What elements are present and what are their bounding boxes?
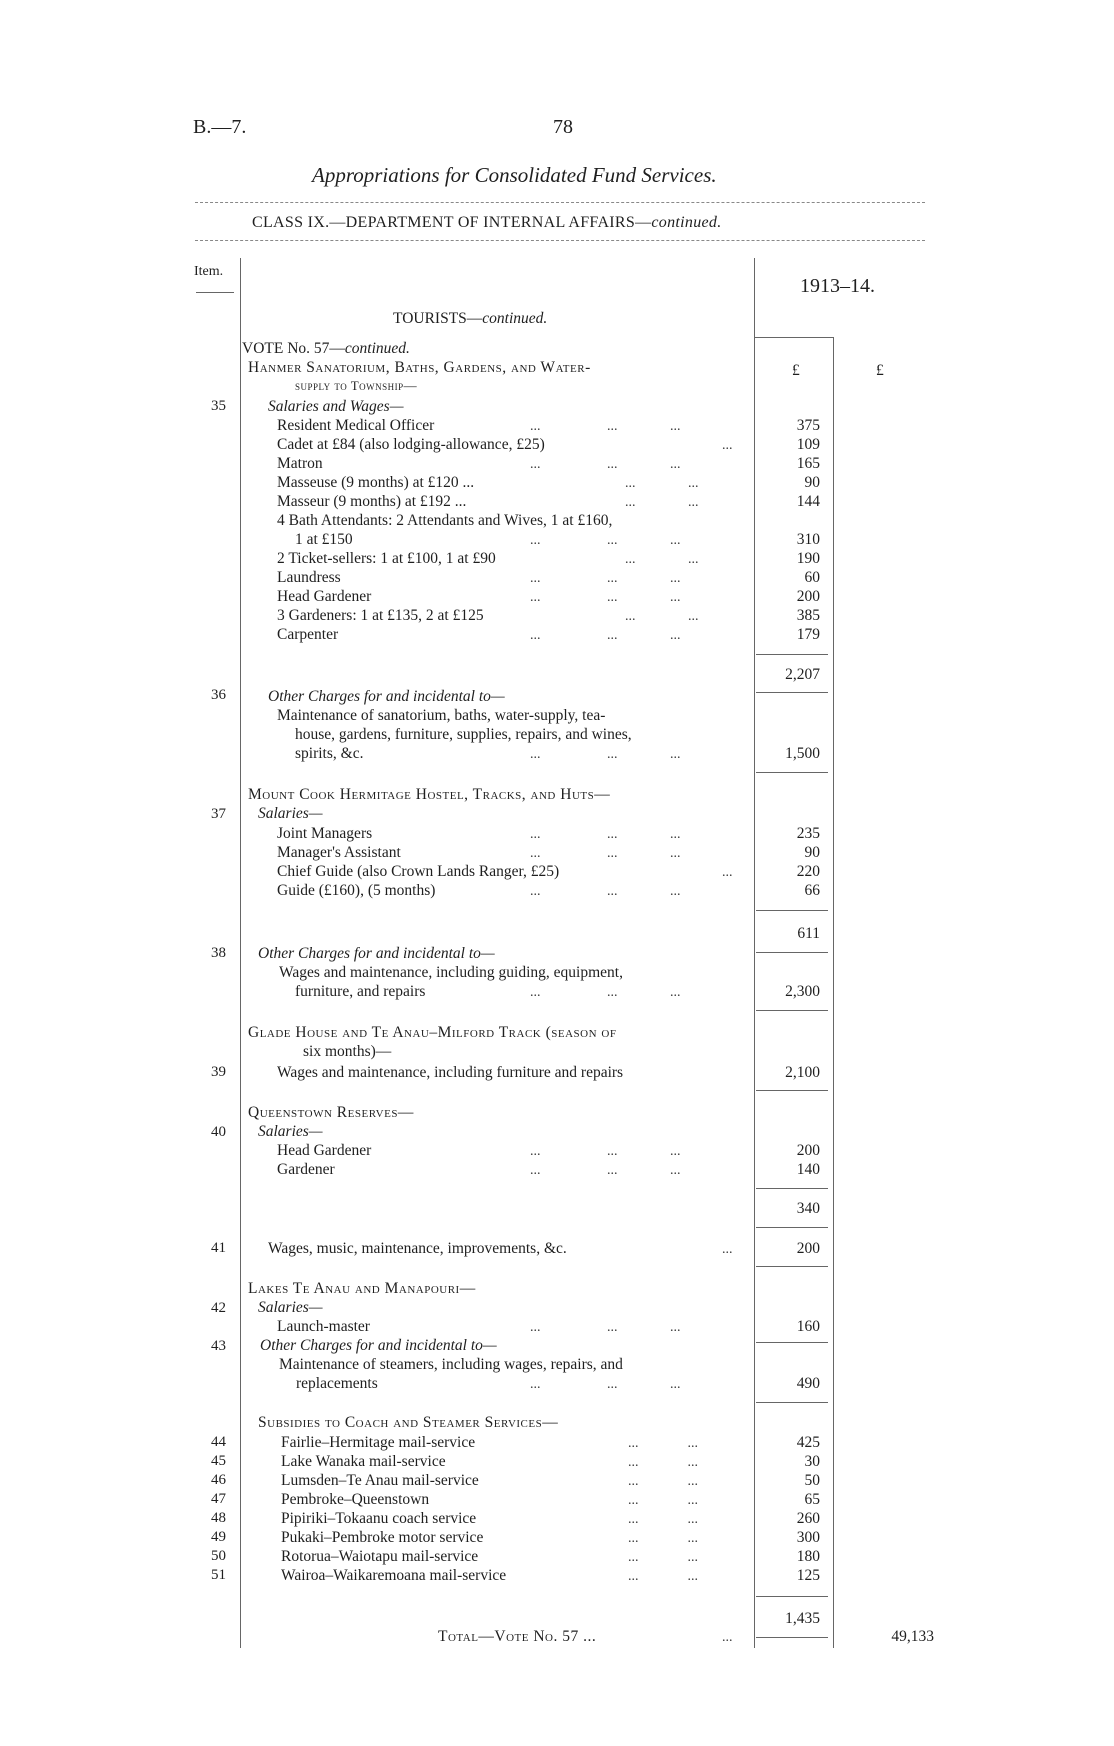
line-label: replacements: [296, 1375, 378, 1392]
item-number: 37: [211, 806, 226, 822]
salaries-heading: Salaries—: [258, 1299, 323, 1316]
item-number: 46: [211, 1472, 226, 1488]
line-label: Masseur (9 months) at £192 ...: [277, 493, 467, 510]
line-amount: 200: [796, 588, 820, 605]
line-amount: 190: [796, 550, 820, 567]
leader-dots: ... ... ...: [530, 1163, 681, 1178]
leader-dots: ... ...: [625, 476, 699, 491]
item-number: 40: [211, 1124, 226, 1140]
line-amount: 1,500: [785, 745, 820, 762]
line-label: Lake Wanaka mail-service: [281, 1453, 446, 1470]
item-column-header: Item.: [194, 264, 224, 279]
class-rule: [195, 240, 925, 241]
line-amount: 235: [796, 825, 820, 842]
year-column-header: 1913–14.: [800, 275, 875, 297]
leader-dots: ... ... ...: [530, 590, 681, 605]
line-label: Carpenter: [277, 626, 339, 643]
salaries-heading: Salaries and Wages—: [268, 398, 404, 415]
line-amount: 385: [796, 607, 820, 624]
line-label: Chief Guide (also Crown Lands Ranger, £25): [277, 863, 560, 880]
item-number: 44: [211, 1434, 226, 1450]
line-label: 4 Bath Attendants: 2 Attendants and Wives, 1 at £160,: [277, 512, 613, 529]
line-label: house, gardens, furniture, supplies, repairs, and wines,: [295, 726, 632, 743]
line-label: Wairoa–Waikaremoana mail-service: [281, 1567, 507, 1584]
line-amount: 66: [804, 882, 820, 899]
leader-dots: ... ...: [628, 1512, 698, 1527]
line-amount: 220: [796, 863, 820, 880]
leader-dots: ... ...: [628, 1474, 698, 1489]
subtotal-rule: [756, 1342, 828, 1343]
line-amount: 425: [796, 1434, 820, 1451]
leader-dots: ... ... ...: [530, 533, 681, 548]
other-charges-heading: Other Charges for and incidental to—: [258, 945, 495, 962]
leader-dots: ... ...: [628, 1455, 698, 1470]
leader-dots: ... ... ...: [530, 457, 681, 472]
leader-dots: ...: [722, 865, 733, 880]
subsidies-heading: Subsidies to Coach and Steamer Services—: [258, 1414, 559, 1431]
line-label: Cadet at £84 (also lodging-allowance, £25): [277, 436, 545, 453]
subtotal-rule: [756, 910, 828, 911]
section-heading: TOURISTS—continued.: [393, 310, 548, 327]
item-number: 43: [211, 1338, 226, 1354]
line-label: Gardener: [277, 1161, 335, 1178]
line-amount: 30: [804, 1453, 820, 1470]
line-label: Wages and maintenance, including guiding, equipment,: [279, 964, 623, 981]
line-amount: 200: [796, 1240, 820, 1257]
leader-dots: ... ... ...: [530, 747, 681, 762]
line-label: Lumsden–Te Anau mail-service: [281, 1472, 479, 1489]
subtotal-rule: [756, 1637, 828, 1638]
vote-total-amount: 49,133: [891, 1628, 934, 1645]
line-amount: 50: [804, 1472, 820, 1489]
line-amount: 160: [796, 1318, 820, 1335]
subtotal-rule: [756, 692, 828, 693]
line-label: Guide (£160), (5 months): [277, 882, 436, 899]
item-header-rule: [196, 292, 234, 293]
leader-dots: ... ...: [628, 1493, 698, 1508]
line-label: Maintenance of sanatorium, baths, water-supply, tea-: [277, 707, 606, 724]
line-label: 2 Ticket-sellers: 1 at £100, 1 at £90: [277, 550, 496, 567]
line-amount: 60: [804, 569, 820, 586]
leader-dots: ... ...: [628, 1569, 698, 1584]
line-amount: 375: [796, 417, 820, 434]
line-amount: 2,100: [785, 1064, 820, 1081]
leader-dots: ... ... ...: [530, 419, 681, 434]
item-number: 38: [211, 945, 226, 961]
line-amount: 125: [796, 1567, 820, 1584]
line-label: 3 Gardeners: 1 at £135, 2 at £125: [277, 607, 484, 624]
queenstown-heading: Queenstown Reserves—: [248, 1104, 414, 1121]
line-label: Head Gardener: [277, 588, 372, 605]
line-label: Wages and maintenance, including furniture and repairs: [277, 1064, 624, 1081]
leader-dots: ... ...: [625, 495, 699, 510]
leader-dots: ... ... ...: [530, 1377, 681, 1392]
leader-dots: ... ... ...: [530, 827, 681, 842]
line-amount: 2,300: [785, 983, 820, 1000]
line-amount: 140: [796, 1161, 820, 1178]
line-label: Pipiriki–Tokaanu coach service: [281, 1510, 477, 1527]
line-label: Manager's Assistant: [277, 844, 401, 861]
class-heading: CLASS IX.—DEPARTMENT OF INTERNAL AFFAIRS—continued.: [252, 214, 722, 231]
subtotal-rule: [756, 1010, 828, 1011]
line-label: furniture, and repairs: [295, 983, 426, 1000]
leader-dots: ... ...: [625, 552, 699, 567]
subtotal-rule: [756, 1227, 828, 1228]
lakes-heading: Lakes Te Anau and Manapouri—: [248, 1280, 476, 1297]
line-amount: 90: [804, 474, 820, 491]
leader-dots: ... ... ...: [530, 985, 681, 1000]
leader-dots: ... ...: [625, 609, 699, 624]
page-title: Appropriations for Consolidated Fund Services.: [312, 163, 717, 187]
line-amount: 109: [796, 436, 820, 453]
pound-unit-a: £: [792, 362, 800, 379]
mount-cook-heading: Mount Cook Hermitage Hostel, Tracks, and Huts—: [248, 786, 611, 803]
line-label: 1 at £150: [295, 531, 353, 548]
leader-dots: ... ... ...: [530, 1144, 681, 1159]
glade-house-heading-cont: six months)—: [303, 1043, 392, 1060]
line-label: Fairlie–Hermitage mail-service: [281, 1434, 476, 1451]
line-amount: 165: [796, 455, 820, 472]
year-header-rule: [754, 337, 834, 338]
line-amount: 90: [804, 844, 820, 861]
salaries-heading: Salaries—: [258, 805, 323, 822]
subtotal-amount: 1,435: [785, 1610, 820, 1627]
item-number: 39: [211, 1064, 226, 1080]
line-label: Pembroke–Queenstown: [281, 1491, 430, 1508]
subtotal-rule: [756, 1402, 828, 1403]
line-label: Launch-master: [277, 1318, 370, 1335]
line-amount: 144: [796, 493, 820, 510]
line-amount: 200: [796, 1142, 820, 1159]
item-number: 41: [211, 1240, 226, 1256]
line-amount: 310: [796, 531, 820, 548]
item-number: 49: [211, 1529, 226, 1545]
leader-dots: ... ... ...: [530, 846, 681, 861]
other-charges-heading: Other Charges for and incidental to—: [260, 1337, 497, 1354]
line-label: Pukaki–Pembroke motor service: [281, 1529, 484, 1546]
leader-dots: ... ... ...: [530, 884, 681, 899]
line-amount: 260: [796, 1510, 820, 1527]
leader-dots: ... ... ...: [530, 628, 681, 643]
item-number: 50: [211, 1548, 226, 1564]
subtotal-amount: 611: [797, 925, 820, 942]
subtotal-amount: 2,207: [785, 666, 820, 683]
line-label: Matron: [277, 455, 323, 472]
leader-dots: ...: [722, 1630, 733, 1645]
item-column-divider: [240, 258, 241, 1648]
glade-house-heading: Glade House and Te Anau–Milford Track (season of: [248, 1024, 617, 1041]
line-amount: 180: [796, 1548, 820, 1565]
leader-dots: ... ...: [628, 1531, 698, 1546]
line-label: Wages, music, maintenance, improvements, &c.: [268, 1240, 567, 1257]
leader-dots: ... ...: [628, 1550, 698, 1565]
subtotal-rule: [756, 1596, 828, 1597]
item-number: 45: [211, 1453, 226, 1469]
line-label: Masseuse (9 months) at £120 ...: [277, 474, 475, 491]
subtotal-rule: [756, 952, 828, 953]
leader-dots: ... ...: [628, 1436, 698, 1451]
line-label: Laundress: [277, 569, 341, 586]
line-amount: 490: [796, 1375, 820, 1392]
line-label: spirits, &c.: [295, 745, 364, 762]
total-column-divider: [833, 338, 834, 1648]
item-number: 42: [211, 1300, 226, 1316]
subtotal-rule: [756, 654, 828, 655]
other-charges-heading: Other Charges for and incidental to—: [268, 688, 505, 705]
title-rule: [195, 202, 925, 203]
item-number: 48: [211, 1510, 226, 1526]
vote-total-label: Total—Vote No. 57 ...: [438, 1628, 597, 1645]
line-amount: 179: [796, 626, 820, 643]
line-label: Head Gardener: [277, 1142, 372, 1159]
subtotal-rule: [756, 772, 828, 773]
leader-dots: ...: [722, 438, 733, 453]
subtotal-rule: [756, 1266, 828, 1267]
item-number: 47: [211, 1491, 226, 1507]
subtotal-amount: 340: [796, 1200, 820, 1217]
subtotal-rule: [756, 1188, 828, 1189]
vote-heading: VOTE No. 57—continued.: [242, 340, 410, 357]
item-number: 51: [211, 1567, 226, 1583]
hanmer-heading-cont: supply to Township—: [295, 378, 418, 393]
line-amount: 65: [804, 1491, 820, 1508]
subtotal-rule: [756, 1090, 828, 1091]
page-number: 78: [553, 116, 573, 138]
line-label: Joint Managers: [277, 825, 373, 842]
line-label: Maintenance of steamers, including wages, repairs, and: [279, 1356, 623, 1373]
line-amount: 300: [796, 1529, 820, 1546]
hanmer-heading: Hanmer Sanatorium, Baths, Gardens, and Water-: [248, 359, 591, 376]
leader-dots: ... ... ...: [530, 571, 681, 586]
salaries-heading: Salaries—: [258, 1123, 323, 1140]
leader-dots: ...: [722, 1242, 733, 1257]
line-label: Resident Medical Officer: [277, 417, 435, 434]
line-label: Rotorua–Waiotapu mail-service: [281, 1548, 479, 1565]
leader-dots: ... ... ...: [530, 1320, 681, 1335]
pound-unit-b: £: [876, 362, 884, 379]
document-reference: B.—7.: [193, 116, 247, 138]
item-number: 36: [211, 687, 226, 703]
item-number: 35: [211, 398, 226, 414]
